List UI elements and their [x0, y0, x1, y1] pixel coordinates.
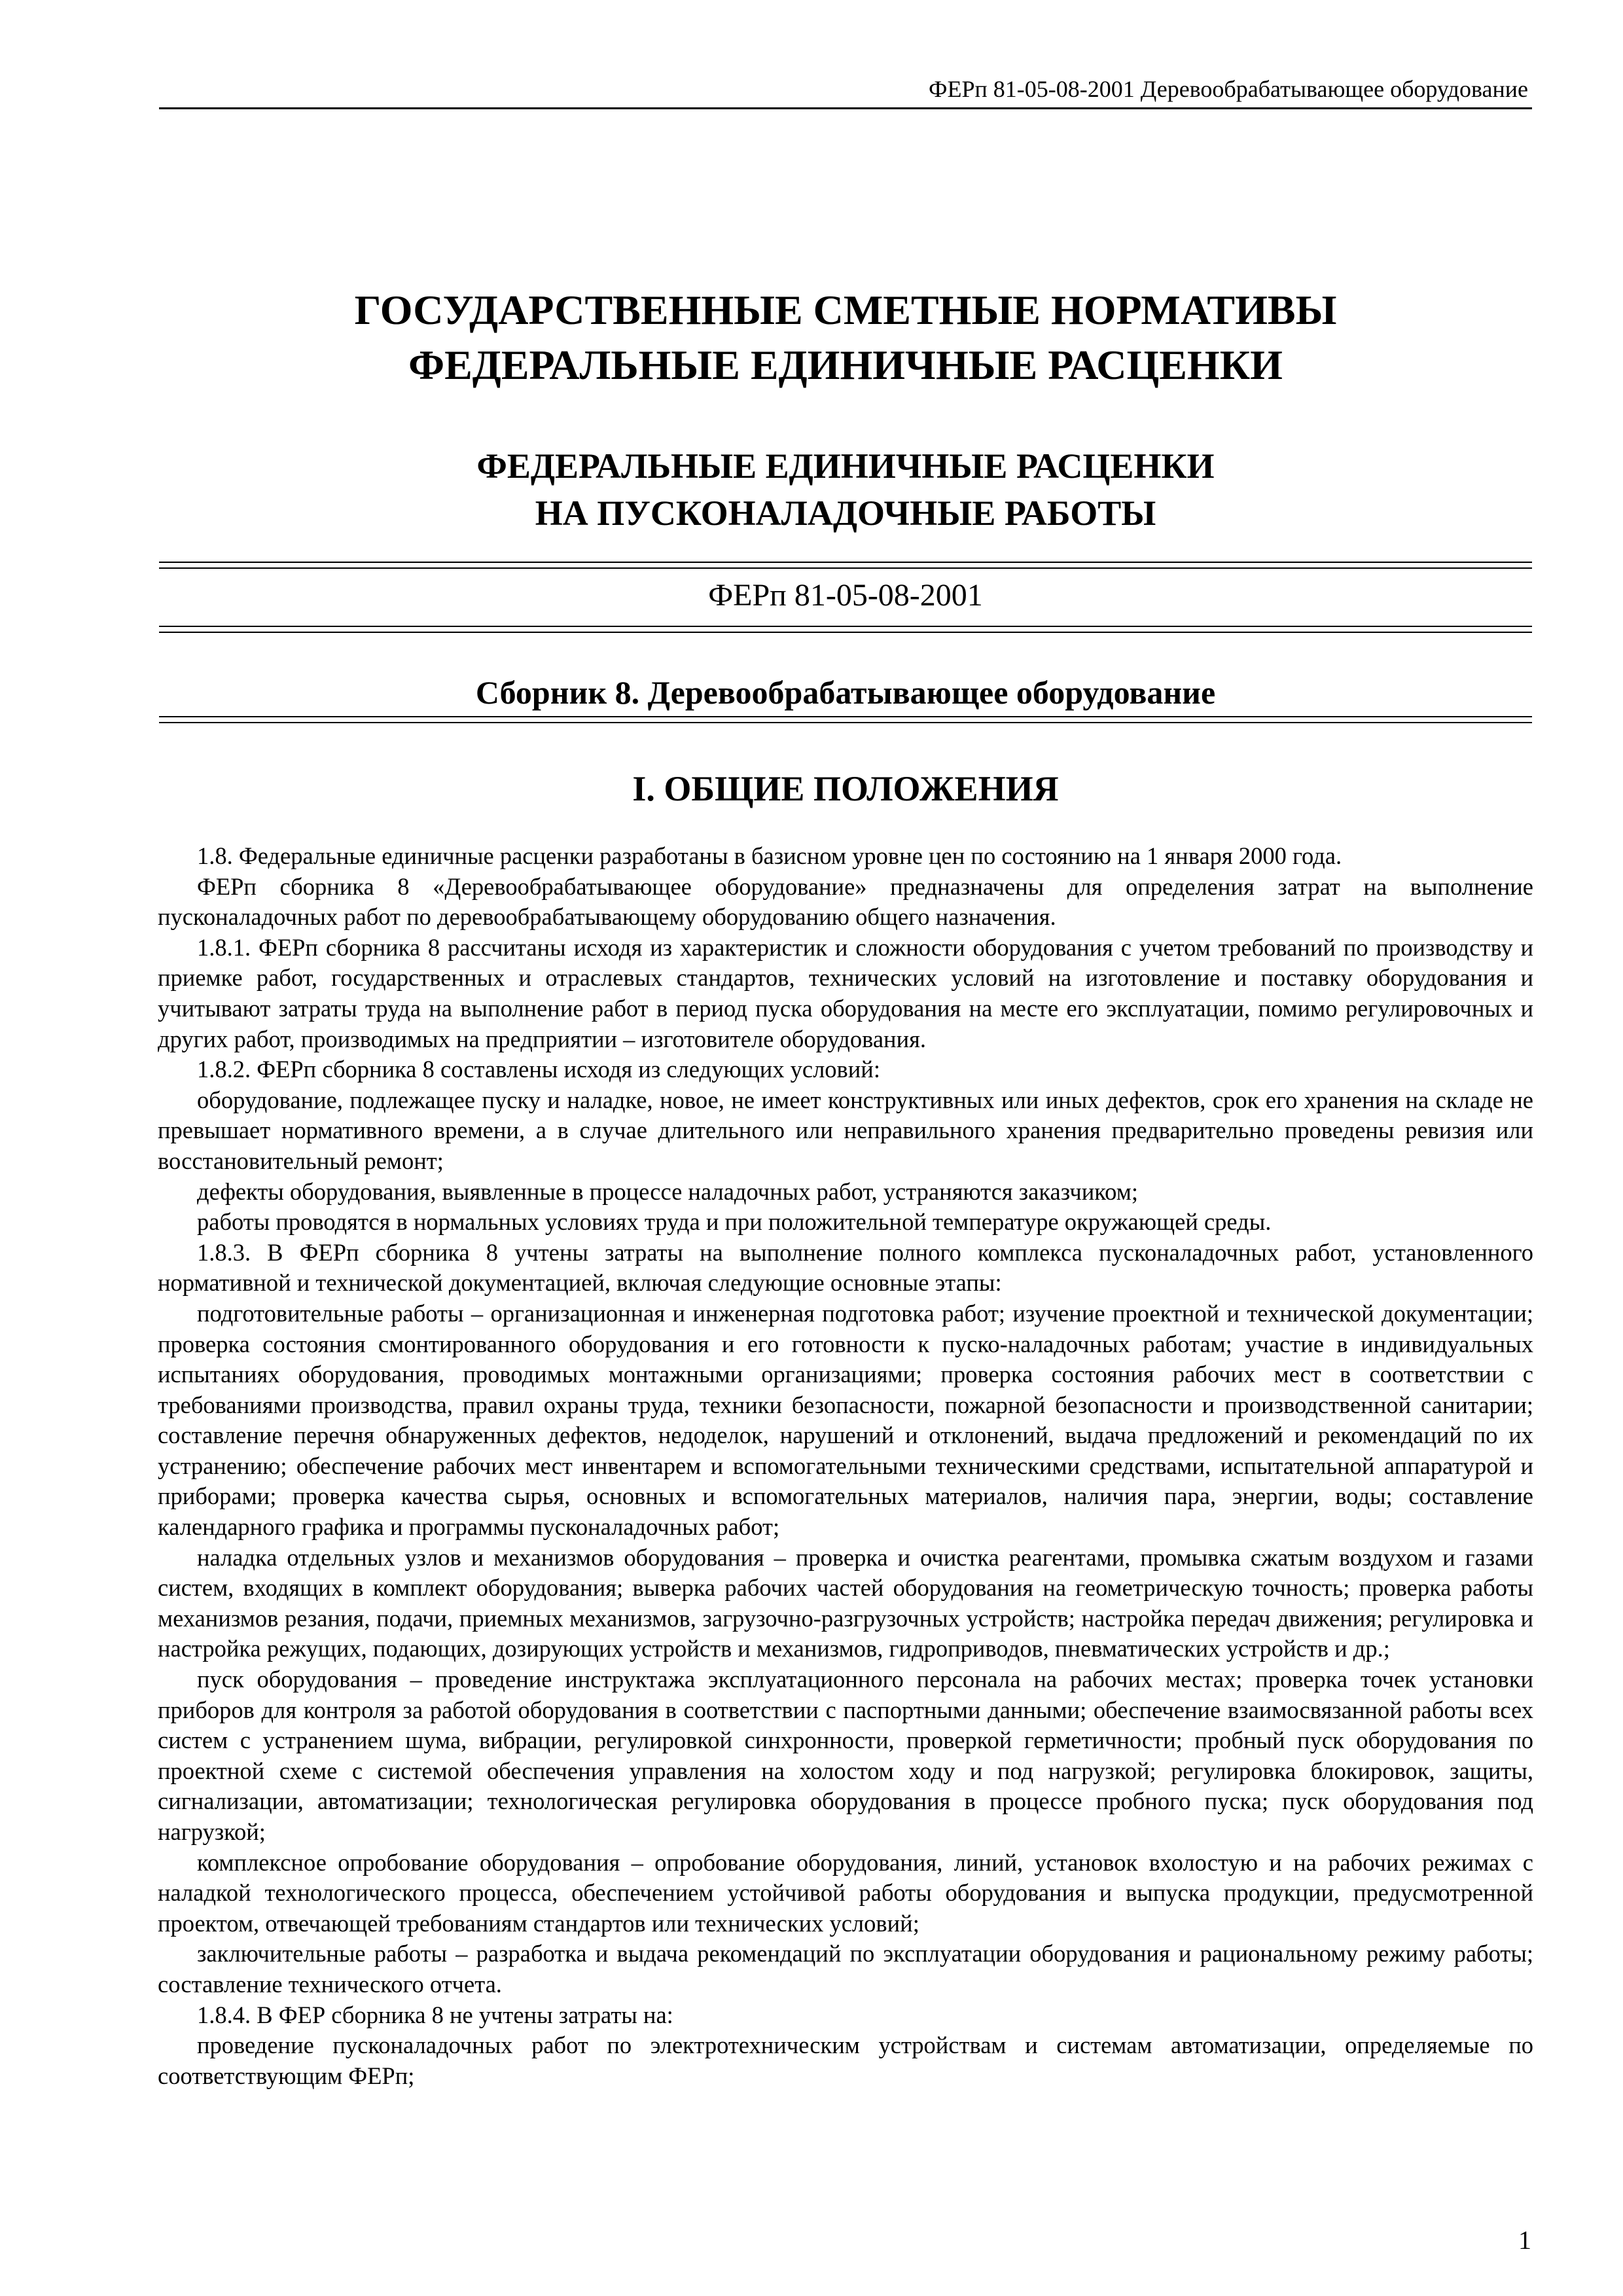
- paragraph: 1.8.3. В ФЕРп сборника 8 учтены затраты на выполнение полного комплекса пусконаладочных работ, установленного нормативной и технической документацией, включая следующие основные этапы:: [158, 1238, 1533, 1297]
- paragraph: 1.8.4. В ФЕР сборника 8 не учтены затраты на:: [197, 2001, 673, 2028]
- paragraph: проведение пусконаладочных работ по электротехническим устройствам и системам автоматизации, определяемые по соответствующим ФЕРп;: [158, 2032, 1533, 2089]
- paragraph: 1.8.1. ФЕРп сборника 8 рассчитаны исходя из характеристик и сложности оборудования с учетом требований по производству и приемке работ, государственных и отраслевых стандартов, технических условий на изготовление и поставку оборудования и учитывают затраты труда на выполнение работ в период пуска оборудования на месте его эксплуатации, помимо регулировочных и других работ, производимых на предприятии – изготовителе оборудования.: [158, 933, 1533, 1052]
- paragraph: работы проводятся в нормальных условиях труда и при положительной температуре окружающей среды.: [197, 1208, 1272, 1236]
- paragraph: подготовительные работы – организационная и инженерная подготовка работ; изучение проектной и технической документации; проверка состояния смонтированного оборудования и его готовности к пуско-наладочных работам; участие в индивидуальных испытаниях оборудования, проводимых монтажными организациями; проверка состояния рабочих мест в соответствии с требованиями производства, правил охраны труда, техники безопасности, пожарной безопасности и производственной санитарии; составление перечня обнаруженных дефектов, недоделок, нарушений и отклонений, выдача предложений и рекомендаций по их устранению; обеспечение рабочих мест инвентарем и вспомогательными техническими средствами, испытательной аппаратурой и приборами; проверка качества сырья, основных и вспомогательных материалов, наличия пара, энергии, воды; составление календарного графика и программы пусконаладочных работ;: [158, 1299, 1533, 1541]
- paragraph: ФЕРп сборника 8 «Деревообрабатывающее оборудование» предназначены для определения затрат на выполнение пусконаладочных работ по деревообрабатывающему оборудованию общего назначения.: [158, 872, 1533, 931]
- header-rule: [159, 107, 1532, 109]
- paragraph: заключительные работы – разработка и выдача рекомендаций по эксплуатации оборудования и рациональному режиму работы; составление технического отчета.: [158, 1940, 1533, 1998]
- subtitle: [159, 442, 1532, 537]
- main-title-line-2: ФЕДЕРАЛЬНЫЕ ЕДИНИЧНЫЕ РАСЦЕНКИ: [408, 342, 1283, 388]
- page-number: 1: [1518, 2225, 1531, 2255]
- paragraph: 1.8. Федеральные единичные расценки разработаны в базисном уровне цен по состоянию на 1 января 2000 года.: [197, 842, 1342, 869]
- paragraph: 1.8.2. ФЕРп сборника 8 составлены исходя из следующих условий:: [197, 1056, 880, 1083]
- paragraph: оборудование, подлежащее пуску и наладке, новое, не имеет конструктивных или иных дефектов, срок его хранения на складе не превышает нормативного времени, а в случае длительного или неправильного хранения предварительно проведены ревизия или восстановительный ремонт;: [158, 1086, 1533, 1174]
- running-header: ФЕРп 81-05-08-2001 Деревообрабатывающее оборудование: [929, 76, 1528, 102]
- paragraph: наладка отдельных узлов и механизмов оборудования – проверка и очистка реагентами, промывка сжатым воздухом и газами систем, входящих в комплект оборудования; выверка рабочих частей оборудования на геометрическую точность; проверка работы механизмов резания, подачи, приемных механизмов, загрузочно-разгрузочных устройств; настройка передач движения; регулировка и настройка режущих, подающих, дозирующих устройств и механизмов, гидроприводов, пневматических устройств и др.;: [158, 1543, 1533, 1662]
- section-heading: I. ОБЩИЕ ПОЛОЖЕНИЯ: [632, 769, 1059, 808]
- body-text: [158, 841, 1533, 2091]
- main-title: [159, 283, 1532, 393]
- document-code: ФЕРп 81-05-08-2001: [708, 578, 983, 613]
- subtitle-line-2: НА ПУСКОНАЛАДОЧНЫЕ РАБОТЫ: [535, 493, 1156, 533]
- main-title-line-1: ГОСУДАРСТВЕННЫЕ СМЕТНЫЕ НОРМАТИВЫ: [354, 287, 1337, 333]
- subtitle-line-1: ФЕДЕРАЛЬНЫЕ ЕДИНИЧНЫЕ РАСЦЕНКИ: [476, 446, 1215, 486]
- code-bottom-rule: [159, 626, 1532, 633]
- paragraph: пуск оборудования – проведение инструктажа эксплуатационного персонала на рабочих местах; проверка точек установки приборов для контроля за работой оборудования в соответствии с паспортными данными; обеспечение взаимосвязанной работы всех систем с устранением шума, вибрации, регулировкой синхронности, проверкой герметичности; пробный пуск оборудования по проектной схеме с системой обеспечения управления на холостом ходу и под нагрузкой; регулировка блокировок, защиты, сигнализации, автоматизации; технологическая регулировка оборудования в процессе пробного пуска; пуск оборудования под нагрузкой;: [158, 1666, 1533, 1845]
- code-top-rule: [159, 562, 1532, 569]
- collection-title: Сборник 8. Деревообрабатывающее оборудование: [475, 674, 1216, 711]
- paragraph: дефекты оборудования, выявленные в процессе наладочных работ, устраняются заказчиком;: [197, 1177, 1138, 1205]
- collection-rule: [159, 716, 1532, 723]
- paragraph: комплексное опробование оборудования – опробование оборудования, линий, установок вхолостую и на рабочих режимах с наладкой технологического процесса, обеспечением устойчивой работы оборудования и выпуска продукции, предусмотренной проектом, отвечающей требованиям стандартов или технических условий;: [158, 1848, 1533, 1937]
